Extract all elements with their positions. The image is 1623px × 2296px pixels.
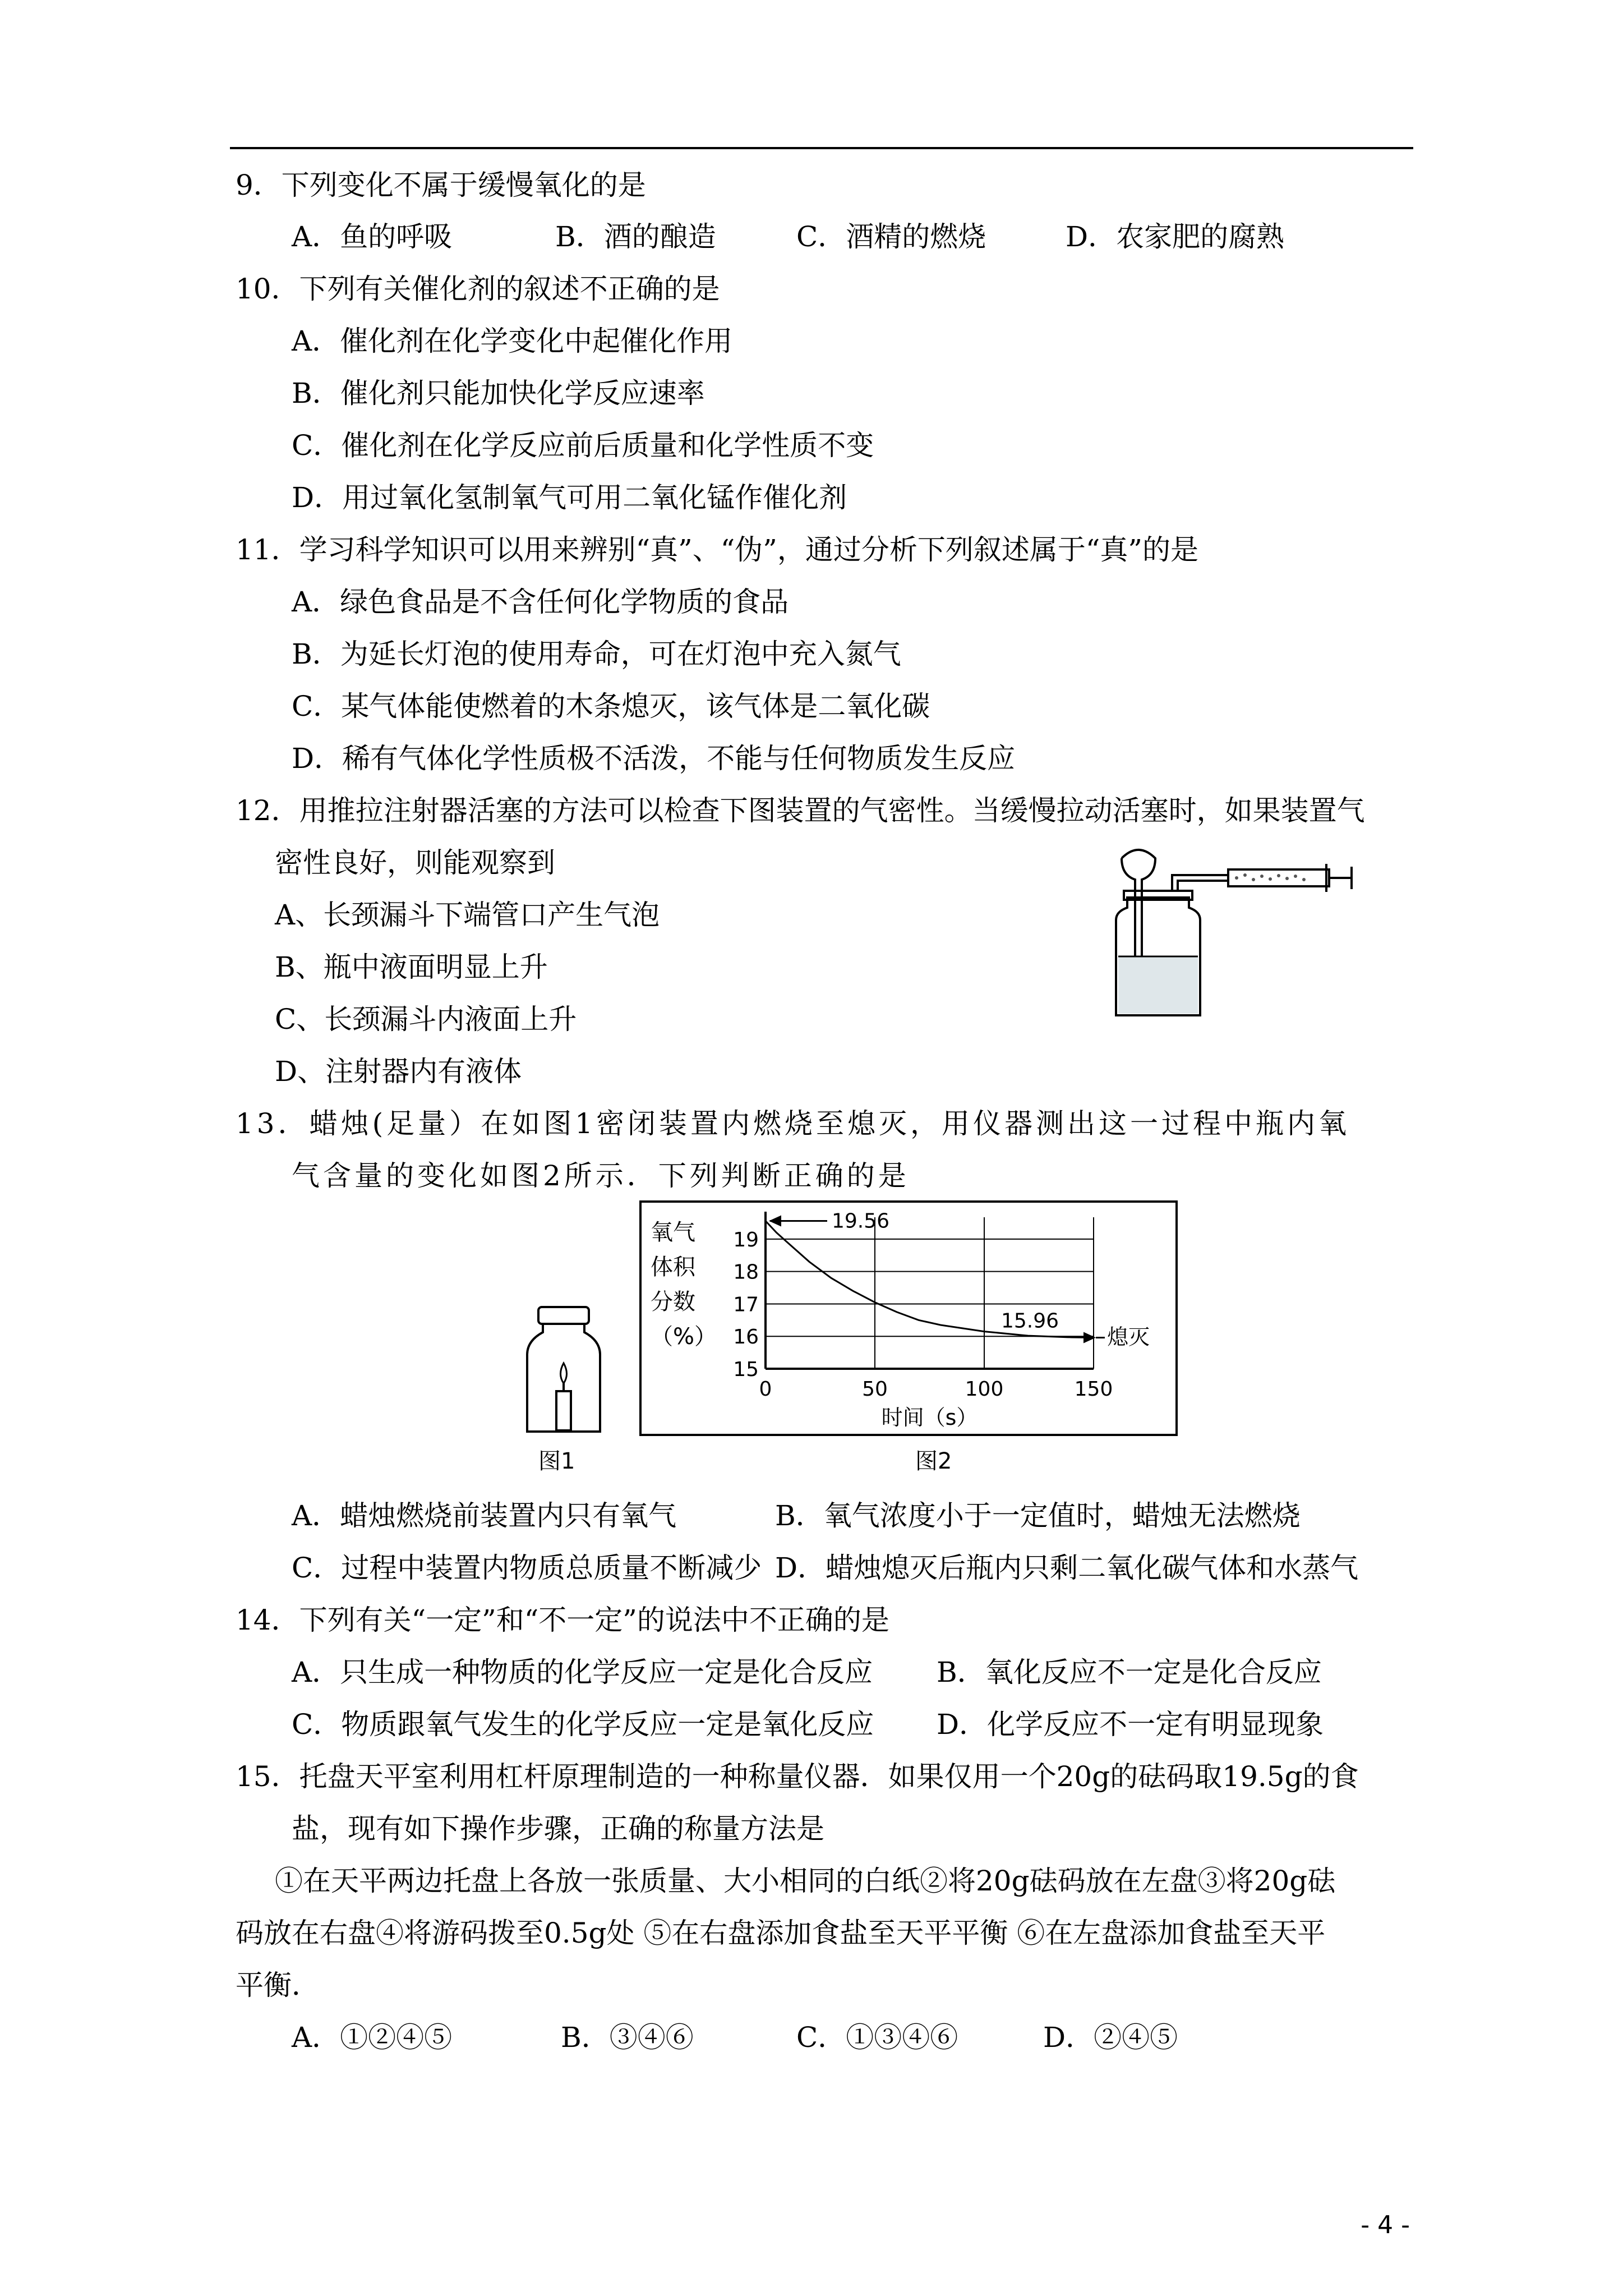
fig1-label: 图1 bbox=[538, 1448, 575, 1474]
q9-option-d[interactable]: D．农家肥的腐熟 bbox=[1066, 220, 1285, 253]
q12-option-c[interactable]: C、长颈漏斗内液面上升 bbox=[275, 1003, 577, 1036]
q10-option-b[interactable]: B．催化剂只能加快化学反应速率 bbox=[292, 377, 705, 409]
q11-stem: 11．学习科学知识可以用来辨别“真”、“伪”，通过分析下列叙述属于“真”的是 bbox=[236, 533, 1198, 566]
chart-xtick-label: 0 bbox=[759, 1378, 772, 1401]
q14-option-c[interactable]: C．物质跟氧气发生的化学反应一定是氧化反应 bbox=[292, 1708, 874, 1741]
q11-option-d[interactable]: D．稀有气体化学性质极不活泼，不能与任何物质发生反应 bbox=[292, 742, 1016, 775]
q15-options bbox=[292, 2021, 1413, 2054]
q12-stem-line2: 密性良好，则能观察到 bbox=[275, 846, 555, 879]
q10-option-d[interactable]: D．用过氧化氢制氧气可用二氧化锰作催化剂 bbox=[292, 481, 847, 514]
q13-option-b[interactable]: B．氧气浓度小于一定值时，蜡烛无法燃烧 bbox=[775, 1499, 1301, 1532]
chart-ytick-label: 18 bbox=[733, 1260, 759, 1284]
q10-option-c[interactable]: C．催化剂在化学反应前后质量和化学性质不变 bbox=[292, 429, 874, 462]
candle-jar-figure bbox=[522, 1301, 606, 1436]
q13-option-c[interactable]: C．过程中装置内物质总质量不断减少 bbox=[292, 1552, 762, 1584]
chart-ylabel-row: 分数 bbox=[651, 1289, 695, 1315]
q13-option-d[interactable]: D．蜡烛熄灭后瓶内只剩二氧化碳气体和水蒸气 bbox=[775, 1552, 1359, 1584]
q15-option-b[interactable]: B．③④⑥ bbox=[561, 2021, 694, 2054]
q14-option-d[interactable]: D．化学反应不一定有明显现象 bbox=[937, 1708, 1324, 1741]
q15-option-a[interactable]: A．①②④⑤ bbox=[292, 2021, 453, 2054]
q11-option-b[interactable]: B．为延长灯泡的使用寿命，可在灯泡中充入氮气 bbox=[292, 638, 901, 670]
chart-xtick-label: 50 bbox=[862, 1378, 888, 1401]
q9-option-c[interactable]: C．酒精的燃烧 bbox=[796, 220, 986, 253]
oxygen-fraction-chart bbox=[639, 1200, 1178, 1436]
page-number: - 4 - bbox=[1361, 2211, 1410, 2239]
q9-option-a[interactable]: A．鱼的呼吸 bbox=[292, 220, 453, 253]
chart-ytick-label: 16 bbox=[733, 1326, 759, 1349]
q15-steps-line1: ①在天平两边托盘上各放一张质量、大小相同的白纸②将20g砝码放在左盘③将20g砝 bbox=[275, 1865, 1336, 1897]
q11-option-a[interactable]: A．绿色食品是不含任何化学物质的食品 bbox=[292, 586, 789, 618]
q15-steps-line2: 码放在右盘④将游码拨至0.5g处 ⑤在右盘添加食盐至天平平衡 ⑥在左盘添加食盐至天平 bbox=[236, 1917, 1326, 1949]
chart-ylabel-row: （%） bbox=[651, 1324, 717, 1350]
chart-xtick-label: 100 bbox=[965, 1378, 1004, 1401]
q15-stem-line2: 盐，现有如下操作步骤，正确的称量方法是 bbox=[292, 1812, 824, 1845]
chart-annotation-end: 15.96 bbox=[1001, 1309, 1059, 1333]
chart-annotation-start: 19.56 bbox=[832, 1209, 890, 1233]
q13-stem-line1 bbox=[236, 1107, 1413, 1140]
q15-stem-line1: 15．托盘天平室利用杠杆原理制造的一种称量仪器．如果仅用一个20g的砝码取19.5g的食 bbox=[236, 1760, 1359, 1793]
q9-stem: 9．下列变化不属于缓慢氧化的是 bbox=[236, 169, 646, 201]
q11-option-c[interactable]: C．某气体能使燃着的木条熄灭，该气体是二氧化碳 bbox=[292, 690, 930, 723]
q12-option-d[interactable]: D、注射器内有液体 bbox=[275, 1055, 522, 1088]
q10-option-a[interactable]: A．催化剂在化学变化中起催化作用 bbox=[292, 325, 733, 357]
q14-option-a[interactable]: A．只生成一种物质的化学反应一定是化合反应 bbox=[292, 1656, 873, 1688]
chart-xlabel: 时间（s） bbox=[881, 1405, 978, 1430]
q13-stem-line2: 气含量的变化如图2所示．下列判断正确的是 bbox=[292, 1159, 910, 1192]
q13-stem-line1-text: 13．蜡烛(足量）在如图1密闭装置内燃烧至熄灭，用仪器测出这一过程中瓶内氧 bbox=[236, 1107, 1350, 1140]
q15-option-c[interactable]: C．①③④⑥ bbox=[796, 2021, 958, 2054]
chart-ytick-label: 19 bbox=[733, 1228, 759, 1251]
chart-ylabel-row: 氧气 bbox=[651, 1220, 695, 1245]
q14-stem: 14．下列有关“一定”和“不一定”的说法中不正确的是 bbox=[236, 1604, 889, 1636]
q9-options bbox=[292, 220, 1413, 254]
q14-option-b[interactable]: B．氧化反应不一定是化合反应 bbox=[937, 1656, 1322, 1688]
fig2-label: 图2 bbox=[915, 1448, 952, 1474]
header-rule bbox=[230, 147, 1413, 149]
q9-option-b[interactable]: B．酒的酿造 bbox=[555, 220, 716, 253]
q12-option-a[interactable]: A、长颈漏斗下端管口产生气泡 bbox=[275, 899, 660, 931]
airtightness-apparatus-figure bbox=[1099, 836, 1368, 1027]
q15-steps-line3: 平衡． bbox=[236, 1969, 320, 2001]
q15-option-d[interactable]: D．②④⑤ bbox=[1043, 2021, 1178, 2054]
chart-xtick-label: 150 bbox=[1074, 1378, 1113, 1401]
chart-ylabel-row: 体积 bbox=[651, 1254, 695, 1280]
q13-option-a[interactable]: A．蜡烛燃烧前装置内只有氧气 bbox=[292, 1499, 677, 1532]
q12-stem-line1: 12．用推拉注射器活塞的方法可以检查下图装置的气密性。当缓慢拉动活塞时，如果装置气 bbox=[236, 794, 1365, 827]
chart-ytick-label: 17 bbox=[733, 1293, 759, 1317]
chart-ytick-label: 15 bbox=[733, 1358, 759, 1381]
chart-annotation-extinguished: 熄灭 bbox=[1107, 1324, 1150, 1350]
q10-stem: 10．下列有关催化剂的叙述不正确的是 bbox=[236, 273, 720, 305]
q12-option-b[interactable]: B、瓶中液面明显上升 bbox=[275, 951, 548, 983]
